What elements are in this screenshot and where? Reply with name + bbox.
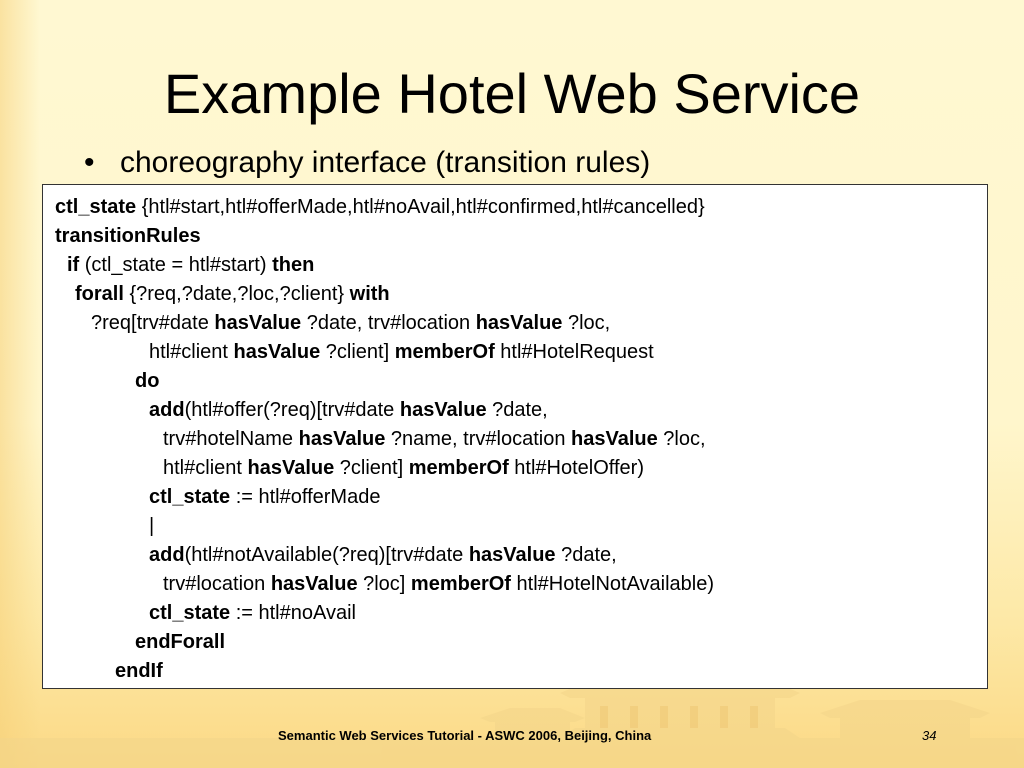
bullet-item — [84, 143, 650, 183]
code-text: {htl#start,htl#offerMade,htl#noAvail,htl#confirmed,htl#cancelled} — [136, 196, 705, 218]
code-text: htl#HotelRequest — [494, 341, 654, 363]
code-keyword: add — [149, 544, 185, 566]
code-keyword: forall — [75, 283, 124, 305]
code-keyword: hasValue — [247, 457, 335, 479]
code-line — [43, 425, 987, 454]
code-text: (htl#notAvailable(?req)[trv#date — [184, 544, 469, 566]
code-text: ?date, trv#location — [301, 312, 476, 334]
code-line — [43, 222, 987, 251]
code-text: ?loc] — [357, 573, 411, 595]
code-keyword: hasValue — [270, 573, 358, 595]
code-text: := htl#noAvail — [230, 602, 356, 624]
code-keyword: hasValue — [233, 341, 321, 363]
code-text: ?date, — [555, 544, 617, 566]
code-line — [43, 309, 987, 338]
code-line — [43, 367, 987, 396]
code-text: ?name, trv#location — [385, 428, 571, 450]
code-line — [43, 338, 987, 367]
code-text: {?req,?date,?loc,?client} — [123, 283, 350, 305]
code-keyword: hasValue — [214, 312, 302, 334]
code-keyword: hasValue — [571, 428, 658, 450]
code-text: (htl#offer(?req)[trv#date — [184, 399, 400, 421]
code-keyword: ctl_state — [149, 602, 231, 624]
code-keyword: memberOf — [394, 341, 495, 363]
slide-footer: Semantic Web Services Tutorial - ASWC 2006, Beijing, China — [278, 728, 652, 743]
code-keyword: endForall — [135, 631, 226, 653]
code-text: ?loc, — [657, 428, 706, 450]
code-text: ?client] — [320, 341, 395, 363]
code-text: htl#client — [163, 457, 248, 479]
code-text: := htl#offerMade — [230, 486, 381, 508]
code-text: trv#hotelName — [163, 428, 299, 450]
code-line — [43, 280, 987, 309]
code-keyword: ctl_state — [55, 196, 137, 218]
code-text: trv#location — [163, 573, 271, 595]
code-keyword: ctl_state — [149, 486, 231, 508]
code-text: htl#client — [149, 341, 234, 363]
code-text: ?date, — [486, 399, 548, 421]
code-text: (ctl_state = htl#start) — [79, 254, 273, 276]
code-keyword: with — [349, 283, 390, 305]
code-text: ?req[trv#date — [91, 312, 215, 334]
code-keyword: hasValue — [298, 428, 386, 450]
code-line — [43, 454, 987, 483]
code-line — [43, 570, 987, 599]
code-text: ?loc, — [562, 312, 611, 334]
code-keyword: hasValue — [475, 312, 563, 334]
slide-title: Example Hotel Web Service — [163, 62, 861, 125]
code-keyword: transitionRules — [55, 225, 201, 247]
code-keyword: endIf — [115, 660, 163, 682]
code-keyword: then — [272, 254, 315, 276]
code-keyword: if — [67, 254, 80, 276]
code-line — [43, 541, 987, 570]
code-keyword: memberOf — [408, 457, 509, 479]
code-text: htl#HotelNotAvailable) — [510, 573, 715, 595]
code-keyword: hasValue — [468, 544, 556, 566]
code-keyword: memberOf — [410, 573, 511, 595]
code-keyword: add — [149, 399, 185, 421]
bullet-icon: • — [84, 146, 95, 179]
code-line — [43, 483, 987, 512]
code-keyword: hasValue — [399, 399, 487, 421]
code-line — [43, 512, 987, 541]
code-line — [43, 657, 987, 686]
code-line — [43, 251, 987, 280]
code-text: | — [149, 515, 155, 537]
code-line — [43, 396, 987, 425]
code-keyword: do — [135, 370, 160, 392]
bullet-text: choreography interface (transition rules) — [120, 146, 651, 179]
code-line — [43, 193, 987, 222]
code-text: htl#HotelOffer) — [508, 457, 644, 479]
code-text: ?client] — [334, 457, 409, 479]
code-line — [43, 628, 987, 657]
code-line — [43, 599, 987, 628]
page-number: 34 — [922, 728, 937, 743]
code-block — [42, 184, 988, 689]
